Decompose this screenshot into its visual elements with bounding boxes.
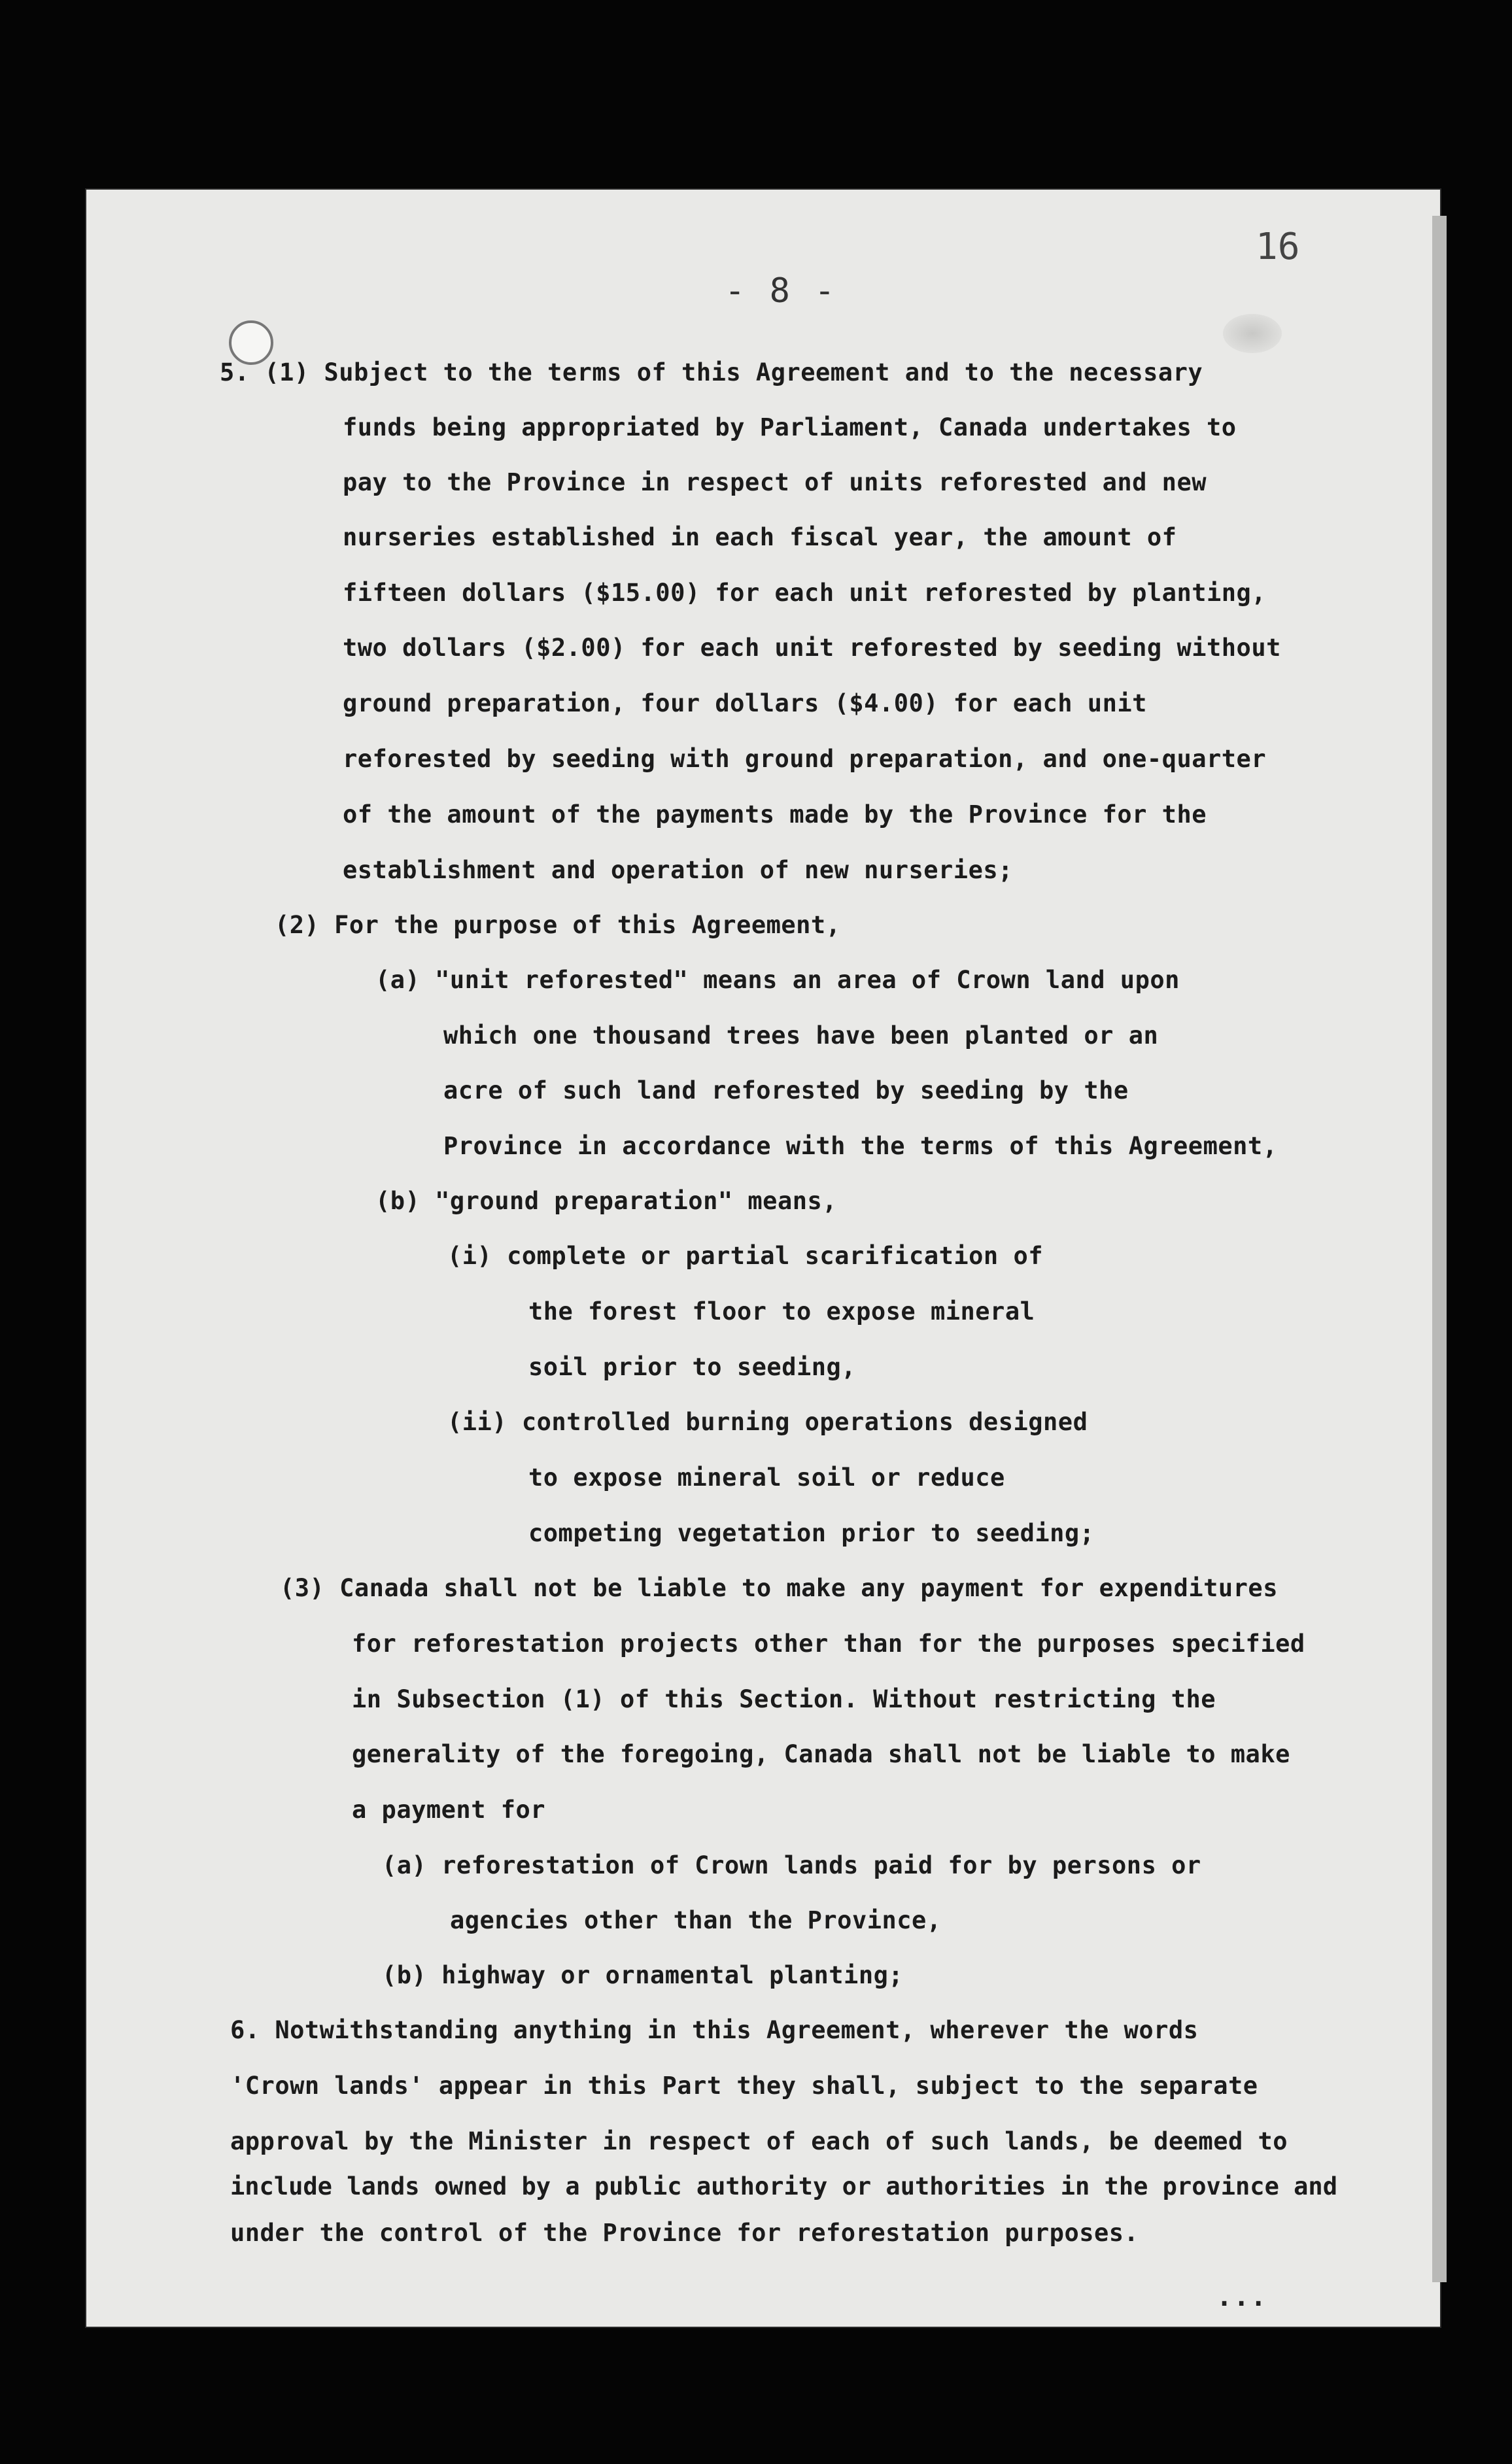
text-line: in Subsection (1) of this Section. Without restricting the: [352, 1685, 1216, 1713]
text-line: establishment and operation of new nurseries;: [343, 856, 1013, 884]
text-line: (a) reforestation of Crown lands paid for by persons or: [382, 1851, 1201, 1879]
text-line: (a) "unit reforested" means an area of Crown land upon: [375, 966, 1180, 994]
text-line: to expose mineral soil or reduce: [528, 1463, 1005, 1492]
archive-stamp-number: 16: [1256, 226, 1300, 268]
text-line: acre of such land reforested by seeding by the: [443, 1076, 1129, 1104]
text-line: Province in accordance with the terms of this Agreement,: [443, 1132, 1278, 1160]
underlying-sheet-edge: [1432, 216, 1447, 2282]
text-line: ground preparation, four dollars ($4.00) for each unit: [343, 689, 1147, 717]
paper-smudge: [1223, 314, 1282, 353]
text-line: agencies other than the Province,: [450, 1906, 942, 1934]
text-line: 5. (1) Subject to the terms of this Agreement and to the necessary: [220, 358, 1203, 386]
text-line: nurseries established in each fiscal year, the amount of: [343, 523, 1177, 551]
text-line: fifteen dollars ($15.00) for each unit reforested by planting,: [343, 579, 1267, 607]
text-line: funds being appropriated by Parliament, Canada undertakes to: [343, 413, 1237, 441]
text-line: (b) "ground preparation" means,: [375, 1187, 838, 1215]
text-line: which one thousand trees have been planted or an: [443, 1021, 1159, 1050]
text-line: for reforestation projects other than for the purposes specified: [352, 1630, 1305, 1658]
text-line: (b) highway or ornamental planting;: [382, 1961, 904, 1989]
text-line: (3) Canada shall not be liable to make any payment for expenditures: [280, 1574, 1278, 1602]
text-line: soil prior to seeding,: [528, 1353, 857, 1381]
text-line: two dollars ($2.00) for each unit reforested by seeding without: [343, 634, 1281, 662]
page-number: - 8 -: [725, 271, 837, 311]
text-line: (ii) controlled burning operations designed: [447, 1408, 1088, 1436]
text-line: under the control of the Province for reforestation purposes.: [230, 2219, 1139, 2247]
continuation-dots: ...: [1216, 2282, 1268, 2312]
text-line: of the amount of the payments made by the Province for the: [343, 800, 1207, 829]
text-line: approval by the Minister in respect of each of such lands, be deemed to: [230, 2127, 1288, 2155]
text-line: (2) For the purpose of this Agreement,: [275, 911, 841, 939]
text-line: generality of the foregoing, Canada shall not be liable to make: [352, 1740, 1290, 1768]
text-line: pay to the Province in respect of units reforested and new: [343, 468, 1207, 496]
text-line: reforested by seeding with ground preparation, and one-quarter: [343, 745, 1267, 773]
text-line: include lands owned by a public authority or authorities in the province and: [230, 2172, 1337, 2200]
text-line: competing vegetation prior to seeding;: [528, 1519, 1095, 1547]
text-line: the forest floor to expose mineral: [528, 1297, 1035, 1326]
text-line: 6. Notwithstanding anything in this Agreement, wherever the words: [230, 2016, 1199, 2044]
text-line: (i) complete or partial scarification of: [447, 1242, 1044, 1270]
text-line: 'Crown lands' appear in this Part they shall, subject to the separate: [230, 2072, 1258, 2100]
text-line: a payment for: [352, 1796, 546, 1824]
